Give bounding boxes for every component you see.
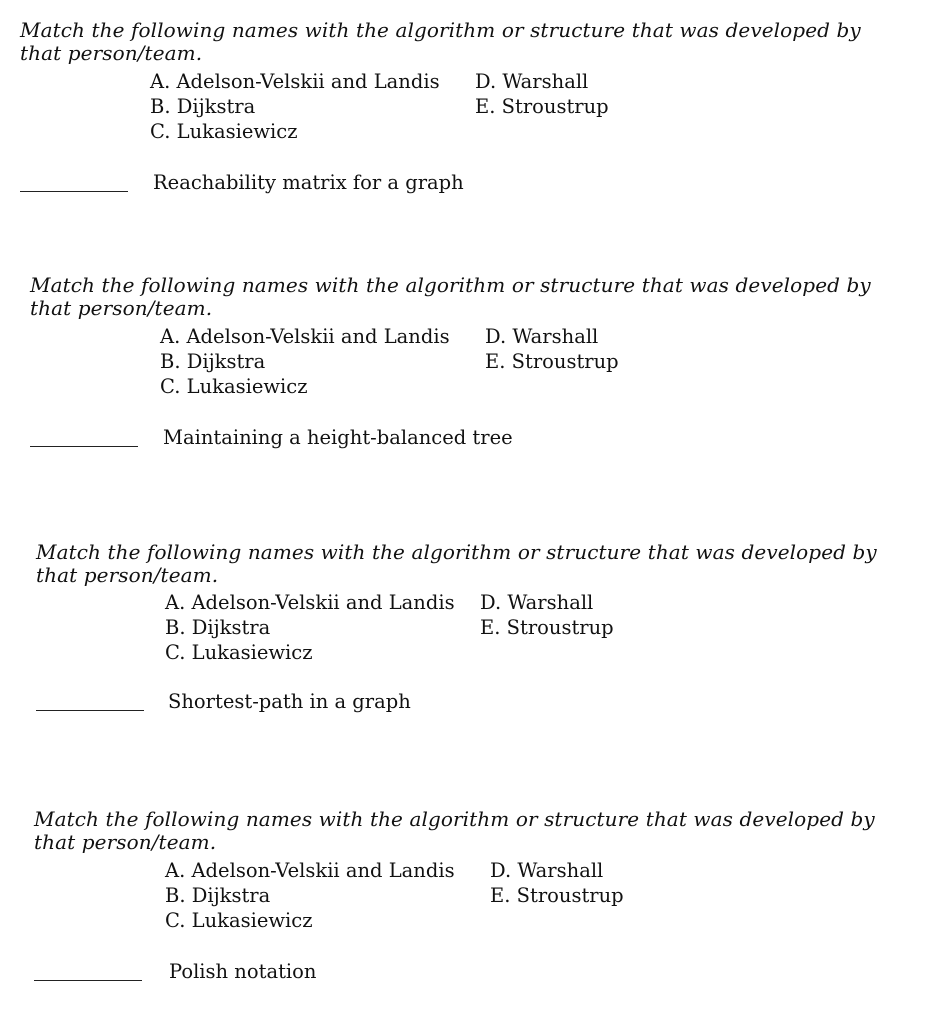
option-a: A. Adelson-Velskii and Landis <box>165 591 455 614</box>
option-e: E. Stroustrup <box>485 350 619 373</box>
answer-blank[interactable] <box>30 446 138 447</box>
option-d: D. Warshall <box>480 591 594 614</box>
question-prompt: Match the following names with the algorithm or structure that was developed by that person/team. <box>30 273 871 320</box>
option-a: A. Adelson-Velskii and Landis <box>165 859 455 882</box>
match-item: Polish notation <box>169 960 317 983</box>
option-c: C. Lukasiewicz <box>150 120 298 143</box>
question-prompt: Match the following names with the algorithm or structure that was developed by that person/team. <box>34 807 875 854</box>
option-c: C. Lukasiewicz <box>165 909 313 932</box>
option-b: B. Dijkstra <box>150 95 256 118</box>
option-b: B. Dijkstra <box>165 884 271 907</box>
option-a: A. Adelson-Velskii and Landis <box>160 325 450 348</box>
option-e: E. Stroustrup <box>475 95 609 118</box>
question-prompt: Match the following names with the algorithm or structure that was developed by that person/team. <box>36 540 877 587</box>
question-2 <box>30 273 910 449</box>
question-prompt: Match the following names with the algorithm or structure that was developed by that person/team. <box>20 18 861 65</box>
match-item: Shortest-path in a graph <box>168 690 411 713</box>
option-c: C. Lukasiewicz <box>160 375 308 398</box>
option-d: D. Warshall <box>485 325 599 348</box>
option-e: E. Stroustrup <box>480 616 614 639</box>
question-3 <box>36 540 916 713</box>
option-b: B. Dijkstra <box>160 350 266 373</box>
option-e: E. Stroustrup <box>490 884 624 907</box>
answer-blank[interactable] <box>34 980 142 981</box>
match-item: Reachability matrix for a graph <box>153 171 464 194</box>
option-c: C. Lukasiewicz <box>165 641 313 664</box>
match-item: Maintaining a height-balanced tree <box>163 426 513 449</box>
answer-blank[interactable] <box>20 191 128 192</box>
option-d: D. Warshall <box>475 70 589 93</box>
option-d: D. Warshall <box>490 859 604 882</box>
option-a: A. Adelson-Velskii and Landis <box>150 70 440 93</box>
question-4 <box>34 807 914 983</box>
question-1 <box>20 18 900 194</box>
answer-blank[interactable] <box>36 710 144 711</box>
option-b: B. Dijkstra <box>165 616 271 639</box>
